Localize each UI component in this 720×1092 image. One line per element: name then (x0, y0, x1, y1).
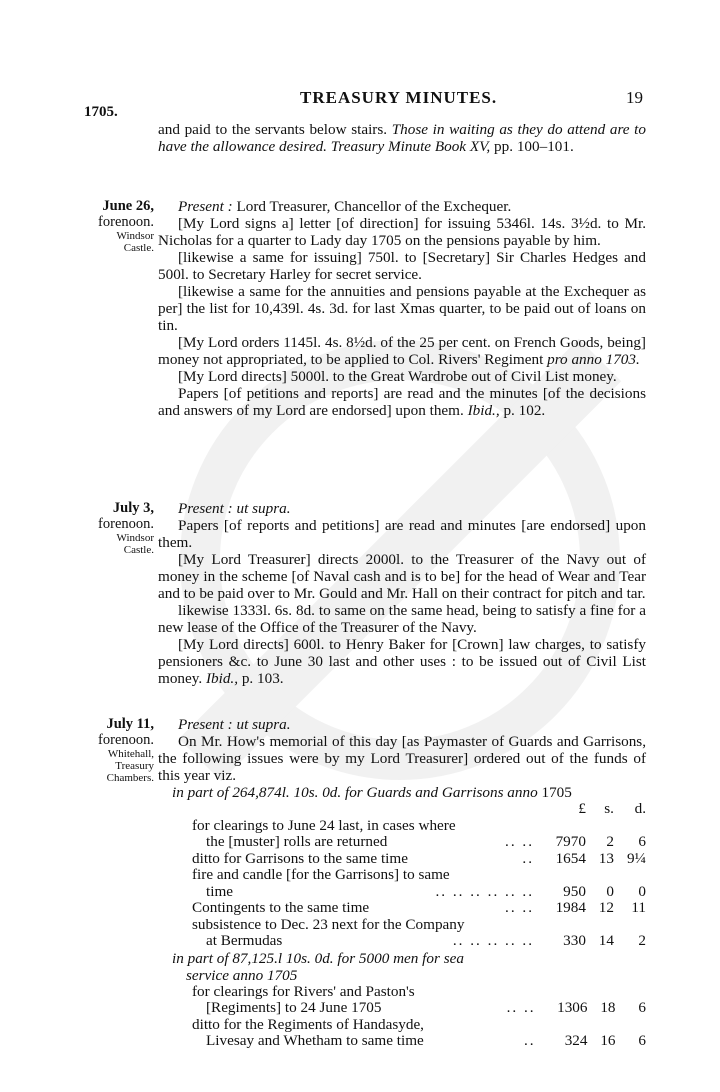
table-row: Contingents to the same time .. .. 1984 12 11 (192, 899, 646, 916)
continuation-paragraph: and paid to the servants below stairs. Those in waiting as they do attend are to have the allowance desired. Treasury Minute Book XV, pp. 100–101. (158, 121, 646, 155)
pounds-cell: 950 (563, 882, 586, 900)
table-row: time .. .. .. .. .. .. 950 0 0 (206, 882, 646, 900)
pounds-cell: 1984 (555, 899, 586, 916)
entry-june-26: Present : Lord Treasurer, Chancellor of the Exchequer. [My Lord signs a] letter [of direction] for issuing 5346l. 14s. 3½d. to Mr. Nicholas for a quarter to Lady day 1705 on the pensions payable by him. [likewise a same for issuing] 750l. to [Secretary] Sir Charles Hedges and 500l. to Secretary Harley for secret service. [likewise a same for the annuities and pensions payable at the Exchequer as per] the list for 10,439l. 4s. 3d. for last Xmas quarter, to be paid out of loans on tin. [My Lord orders 1145l. 4s. 8½d. of the 25 per cent. on French Goods, being] money not appropriated, to be applied to Col. Rivers' Regiment pro anno 1703. [My Lord directs] 5000l. to the Great Wardrobe out of Civil List money. Papers [of petitions and reports] are read and the minutes [of the decisions and answers of my Lord are endorsed] upon them. Ibid., p. 102. (158, 198, 646, 419)
sidenote-july-3: July 3, forenoon. Windsor Castle. (98, 500, 154, 556)
pence-cell: 2 (638, 932, 646, 949)
pence-cell: 9¼ (627, 849, 646, 867)
page-number: 19 (626, 88, 643, 107)
running-title: TREASURY MINUTES. (300, 88, 498, 107)
accounts-table-guards (158, 801, 646, 950)
pounds-cell: 1306 (557, 999, 588, 1016)
pounds-cell: 330 (563, 932, 586, 949)
table-row: [Regiments] to 24 June 1705 .. .. 1306 18 6 (206, 999, 646, 1016)
shillings-cell: 13 (598, 849, 614, 867)
shillings-cell: 0 (606, 882, 614, 900)
table-row: fire and candle [for the Garrisons] to same (192, 866, 450, 883)
entry-july-11: Present : ut supra. On Mr. How's memorial of this day [as Paymaster of Guards and Garrisons, the following issues were by my Lord Treasurer] ordered out of the funds of this year viz. in part of 264,874l. 10s. 0d. for Guards and Garrisons anno 1705 £ s. d. for clearings to June 24 last, in cases where the [muster] rolls are returned .. .. 7970 2 6 ditto for Garrisons to the same time .. 1654 13 9¼ fire and candle [for the Garrisons] to same time .. .. .. .. .. .. 950 0 0 Contingents to the same time .. .. 1984 12 11 subsistence to Dec. 23 next for the Company at Bermudas .. .. .. .. .. 330 14 2 in part of 87,125.l 10s. 0d. for 5000 men for sea service anno 1705 for clearings for Rivers' and Paston's [Regiments] to 24 June 1705 .. .. 1306 18 6 ditto for the Regiments of Handasyde, Livesay and Whetham to same time .. 324 16 6 (158, 716, 646, 1049)
table-row: ditto for Garrisons to the same time .. 1654 13 9¼ (192, 849, 646, 867)
pounds-cell: 1654 (555, 849, 586, 867)
running-year: 1705. (84, 104, 118, 120)
pounds-cell: 7970 (555, 833, 586, 850)
table-row: the [muster] rolls are returned .. .. 7970 2 6 (206, 833, 646, 850)
table-row: subsistence to Dec. 23 next for the Company (192, 915, 465, 933)
table-row: Livesay and Whetham to same time .. 324 16 6 (206, 1032, 646, 1049)
table-row: ditto for the Regiments of Handasyde, (192, 1015, 424, 1033)
shillings-cell: 14 (598, 932, 614, 949)
pence-cell: 6 (638, 1032, 646, 1049)
pence-cell: 0 (638, 882, 646, 900)
shillings-cell: 12 (598, 899, 614, 916)
pence-cell: 6 (638, 833, 646, 850)
table-row: for clearings for Rivers' and Paston's (192, 982, 415, 1000)
sidenote-july-11: July 11, forenoon. Whitehall, Treasury Chambers. (98, 716, 154, 784)
pence-cell: 11 (631, 899, 646, 916)
pounds-cell: 324 (564, 1032, 588, 1049)
table-row: at Bermudas .. .. .. .. .. 330 14 2 (206, 932, 646, 949)
shillings-cell: 18 (600, 999, 616, 1016)
pence-cell: 6 (638, 999, 646, 1016)
entry-july-3: Present : ut supra. Papers [of reports and petitions] are read and minutes [are endorsed] upon them. [My Lord Treasurer] directs 2000l. to the Treasurer of the Navy out of money in the scheme [of Naval cash and is to be] for the head of Wear and Tear and to be paid over to Mr. Gould and Mr. Hall on their contract for pitch and tar. likewise 1333l. 6s. 8d. to same on the same head, being to satisfy a fine for a new lease of the Office of the Treasurer of the Navy. [My Lord directs] 600l. to Henry Baker for [Crown] law charges, to satisfy pensioners &c. to June 30 last and other uses : to be issued out of Civil List money. Ibid., p. 103. (158, 500, 646, 687)
shillings-cell: 16 (600, 1032, 616, 1049)
accounts-table-sea-service (158, 984, 646, 1050)
table-header-row: £ s. d. (578, 800, 646, 817)
table-row: for clearings to June 24 last, in cases where (192, 816, 456, 834)
shillings-cell: 2 (606, 833, 614, 850)
sidenote-june-26: June 26, forenoon. Windsor Castle. (98, 198, 154, 254)
